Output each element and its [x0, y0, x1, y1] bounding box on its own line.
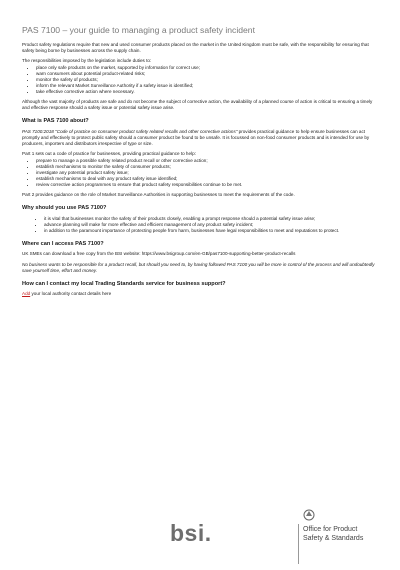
although-paragraph: Although the vast majority of products are safe and do not become the subject of corrective action, the availability of a planned course of action is critical to ensuring a timely and effective response should a safety issue or potential safety issue arise. — [22, 99, 373, 111]
intro-paragraph: Product safety regulations require that new and used consumer products placed on the market in the United Kingdom must be safe, with the responsibility for ensuring that safety being borne by businesses across the supply chain. — [22, 41, 369, 53]
royal-crest-icon — [302, 508, 316, 527]
add-contact-link[interactable]: Add — [22, 291, 31, 297]
why-heading: Why should you use PAS 7100? — [22, 205, 107, 212]
standard-title: PAS 7100:2018 "Code of practice on consumer product safety related recalls and other corrective actions" — [22, 128, 238, 134]
opss-line-1: Office for Product — [303, 526, 358, 533]
opss-name — [303, 526, 363, 543]
contact-line — [22, 291, 378, 297]
list-item: • it is vital that businesses monitor the safety of their products closely, enabling a prompt response should a potential safety issue arise; — [44, 216, 378, 222]
part1-list — [22, 158, 378, 187]
list-item: • advance planning will make for more effective and efficient management of any product safety incident; — [44, 222, 378, 228]
duties-intro: The responsibilities imposed by the legislation include duties to: — [22, 58, 152, 64]
list-item: • warn consumers about potential product-related risks; — [36, 71, 378, 77]
list-item: • in addition to the paramount importance of protecting people from harm, businesses have legal responsibilities to meet and reputations to protect. — [44, 228, 378, 234]
why-list — [22, 216, 378, 234]
contact-placeholder: your local authority contact details here — [30, 291, 112, 297]
opss-divider — [298, 524, 299, 564]
page-title: PAS 7100 – your guide to managing a product safety incident — [22, 25, 255, 35]
bsi-logo: bsi. — [170, 520, 212, 546]
opss-line-2: Safety & Standards — [303, 534, 364, 542]
duties-list — [22, 65, 378, 94]
where-heading: Where can I access PAS 7100? — [22, 240, 104, 247]
list-item: • establish mechanisms to monitor the safety of consumer products; — [36, 164, 378, 170]
what-body: provides practical guidance to help ensure businesses can act promptly and effectively to protect public safety should a consumer product be found to be unsafe. It is focussed on non-food consumer products and is intended for use by producers, importers and distributors irrespective of type or size. — [22, 128, 370, 146]
list-item: • place only safe products on the market, supported by information for correct use; — [36, 65, 378, 71]
part1-intro: Part 1 sets out a code of practice for businesses, providing practical guidance to help: — [22, 151, 196, 157]
what-paragraph — [22, 129, 378, 147]
list-item: • review corrective action programmes to ensure that product safety responsibilities continue to be met. — [36, 182, 378, 188]
list-item: • monitor the safety of products; — [36, 77, 378, 83]
what-heading: What is PAS 7100 about? — [22, 118, 89, 125]
list-item: • inform the relevant Market Surveillance Authority if a safety issue is identified; — [36, 83, 378, 89]
where-italic-paragraph: No business wants to be responsible for a product recall, but should you need to, by having followed PAS 7100 you will be more in control of the process and will undoubtedly save yourself time, effort and money. — [22, 261, 375, 273]
where-paragraph: UK SMEs can download a free copy from the BSI website: https://www.bsigroup.com/en-GB/pas7100-supporting-better-product-recalls — [22, 251, 296, 257]
how-heading: How can I contact my local Trading Standards service for business support? — [22, 280, 226, 287]
list-item: • prepare to manage a possible safety related product recall or other corrective action; — [36, 158, 378, 164]
list-item: • take effective corrective action where necessary. — [36, 89, 378, 95]
list-item: • investigate any potential product safety issue; — [36, 170, 378, 176]
list-item: • establish mechanisms to deal with any product safety issue identified; — [36, 176, 378, 182]
part2-paragraph: Part 2 provides guidance on the role of Market Surveillance Authorities in supporting businesses to meet the requirements of the code. — [22, 192, 295, 198]
